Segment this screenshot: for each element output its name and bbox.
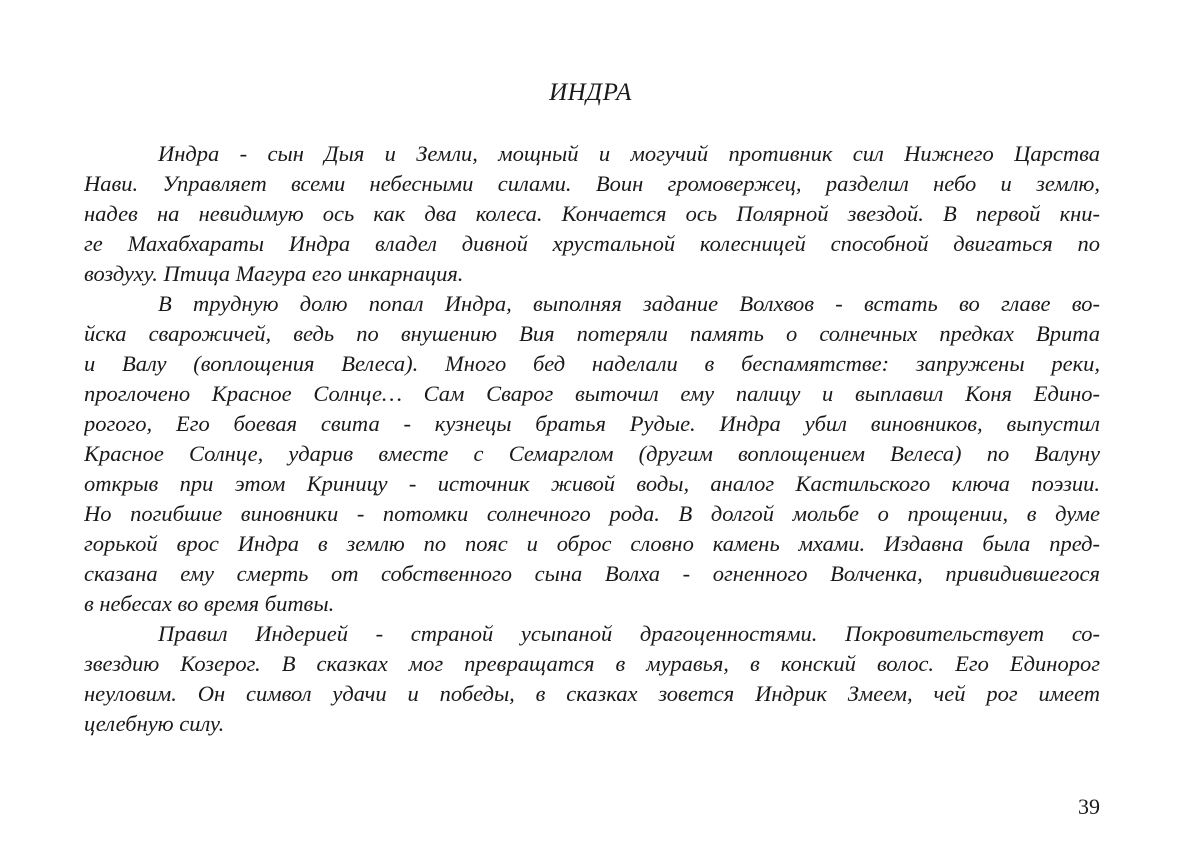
text-line: Красное Солнце, ударив вместе с Семарглом (другим воплощением Велеса) по Валуну — [84, 441, 1100, 466]
text-line: целебную силу. — [84, 711, 225, 736]
text-line: В трудную долю попал Индра, выполняя задание Волхвов - встать во главе во- — [158, 291, 1100, 316]
text-line: Правил Индерией - страной усыпаной драгоценностями. Покровительствует со- — [158, 621, 1100, 646]
text-line: Но погибшие виновники - потомки солнечного рода. В долгой мольбе о прощении, в думе — [84, 501, 1100, 526]
text-line: Нави. Управляет всеми небесными силами. Воин громовержец, разделил небо и землю, — [84, 171, 1100, 196]
body-text — [84, 139, 1100, 739]
page-title: ИНДРА — [549, 79, 632, 106]
page-number: 39 — [1078, 794, 1100, 819]
text-line: ге Махабхараты Индра владел дивной хрустальной колесницей способной двигаться по — [84, 231, 1100, 256]
text-line: воздуху. Птица Магура его инкарнация. — [84, 261, 464, 286]
text-line: в небесах во время битвы. — [84, 591, 335, 616]
text-line: горькой врос Индра в землю по пояс и оброс словно камень мхами. Издавна была пред- — [84, 531, 1100, 556]
text-line: йска сварожичей, ведь по внушению Вия потеряли память о солнечных предках Врита — [84, 321, 1100, 346]
text-line: Индра - сын Дыя и Земли, мощный и могучий противник сил Нижнего Царства — [158, 141, 1100, 166]
paragraph-1 — [84, 139, 1100, 289]
text-line: рогого, Его боевая свита - кузнецы братья Рудые. Индра убил виновников, выпустил — [84, 411, 1100, 436]
text-line: сказана ему смерть от собственного сына Волха - огненного Волченка, привидившегося — [84, 561, 1100, 586]
text-line: и Валу (воплощения Велеса). Много бед наделали в беспамятстве: запружены реки, — [84, 351, 1100, 376]
text-line: надев на невидимую ось как два колеса. Кончается ось Полярной звездой. В первой кни- — [84, 201, 1100, 226]
paragraph-3 — [84, 619, 1100, 739]
text-line: звездию Козерог. В сказках мог превращатся в муравья, в конский волос. Его Единорог — [84, 651, 1100, 676]
paragraph-2 — [84, 289, 1100, 619]
text-line: открыв при этом Криницу - источник живой воды, аналог Кастильского ключа поэзии. — [84, 471, 1100, 496]
text-line: неуловим. Он символ удачи и победы, в сказках зовется Индрик Змеем, чей рог имеет — [84, 681, 1100, 706]
text-line: проглочено Красное Солнце… Сам Сварог выточил ему палицу и выплавил Коня Едино- — [84, 381, 1100, 406]
